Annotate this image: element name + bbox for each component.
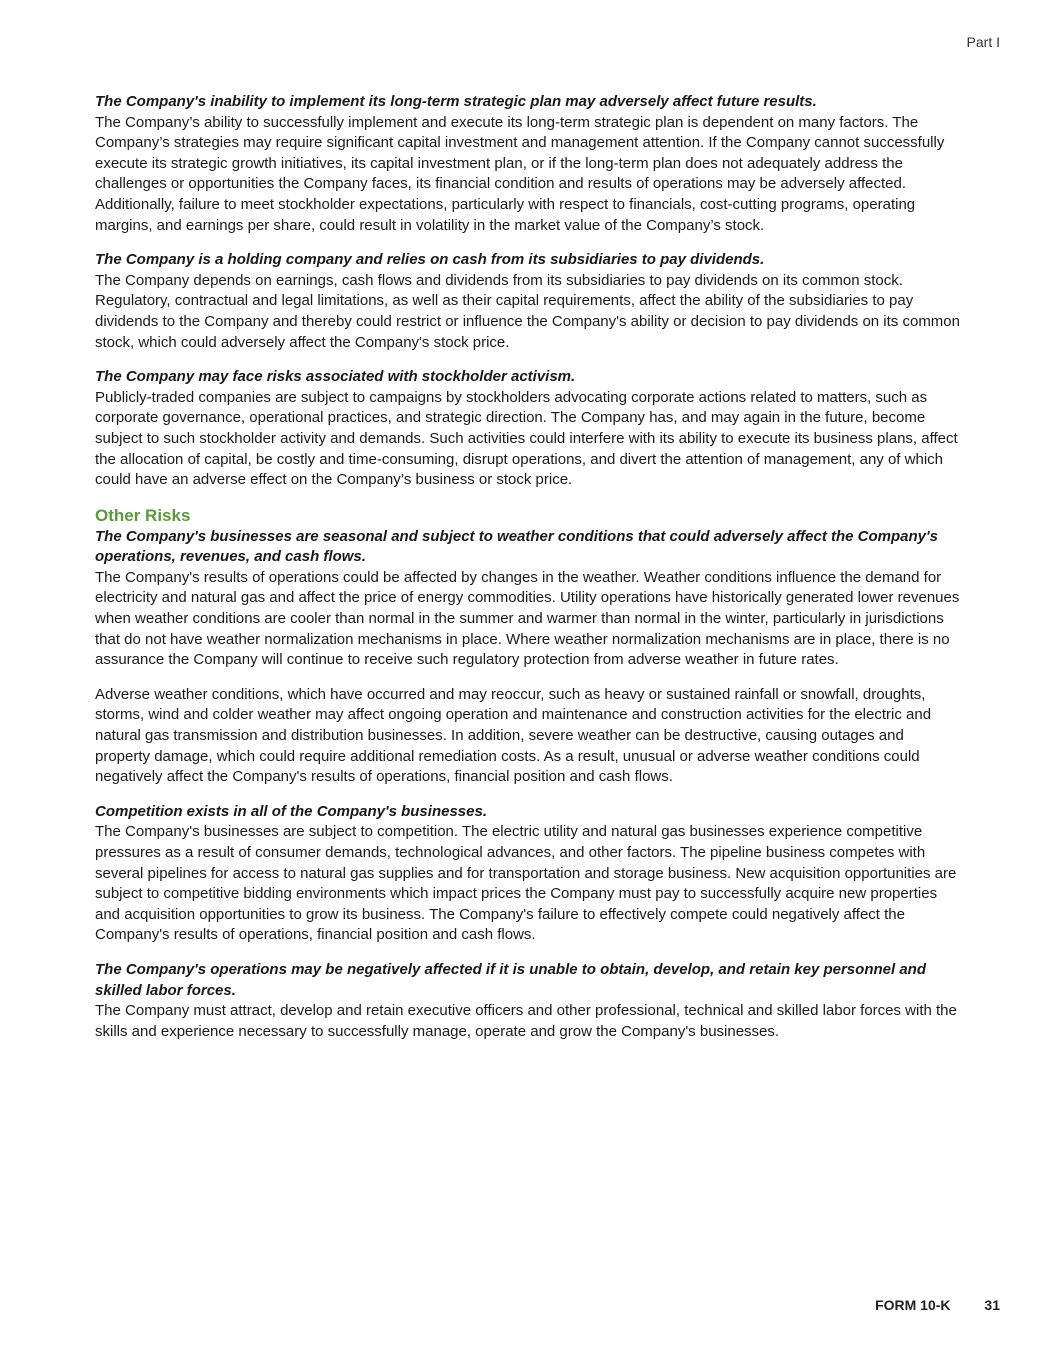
risk-strategic-plan [95, 92, 961, 236]
section-title-other-risks: Other Risks [95, 505, 191, 525]
document-body [95, 92, 961, 1056]
form-label: FORM 10-K [875, 1297, 951, 1313]
risk-activism [95, 367, 961, 491]
risk-paragraph: The Company's businesses are subject to competition. The electric utility and natural gas businesses experience competitive pressures as a result of consumer demands, technological advances, and other factors. The pipeline business competes with several pipelines for access to natural gas supplies and for transportation and storage business. New acquisition opportunities are subject to competitive bidding environments which impact prices the Company must pay to successfully acquire new properties and acquisition opportunities to grow its business. The Company's failure to effectively compete could negatively affect the Company's results of operations, financial position and cash flows. [95, 823, 957, 944]
risk-paragraph: Publicly-traded companies are subject to campaigns by stockholders advocating corporate actions related to matters, such as corporate governance, operational practices, and strategic direction. The Company has, and may again in the future, become subject to such stockholder activity and demands. Such activities could interfere with its ability to execute its business plans, affect the allocation of capital, be costly and time-consuming, disrupt operations, and divert the attention of management, any of which could have an adverse effect on the Company’s business or stock price. [95, 388, 958, 489]
risk-paragraph: Adverse weather conditions, which have occurred and may reoccur, such as heavy or sustained rainfall or snowfall, droughts, storms, wind and colder weather may affect ongoing operation and maintenance and construction activities for the electric and natural gas transmission and distribution businesses. In addition, severe weather can be destructive, causing outages and property damage, which could require additional remediation costs. As a result, unusual or adverse weather conditions could negatively affect the Company's results of operations, financial position and cash flows. [95, 685, 932, 786]
risk-heading: The Company's inability to implement its long-term strategic plan may adversely affect future results. [95, 93, 817, 110]
page-number: 31 [984, 1297, 1000, 1313]
page-footer [875, 1297, 1000, 1313]
risk-heading: Competition exists in all of the Company's businesses. [95, 802, 487, 820]
risk-holding-company [95, 250, 961, 353]
risk-paragraph: The Company must attract, develop and retain executive officers and other professional, technical and skilled labor forces with the skills and experience necessary to successfully manage, operate and grow the Company's businesses. [95, 1002, 957, 1040]
risk-competition [95, 802, 961, 946]
part-label: Part I [966, 34, 1000, 50]
risk-personnel [95, 960, 961, 1042]
risk-paragraph: The Company's results of operations could be affected by changes in the weather. Weather conditions influence the demand for electricity and natural gas and affect the price of energy commodities. Utility operations have historically generated lower revenues when weather conditions are cooler than normal in the summer and warmer than normal in the winter, particularly in jurisdictions that do not have weather normalization mechanisms in place. Where weather normalization mechanisms are in place, there is no assurance the Company will continue to receive such regulatory protection from adverse weather in future rates. [95, 568, 960, 669]
risk-heading: The Company's businesses are seasonal and subject to weather conditions that could adversely affect the Company's operations, revenues, and cash flows. [95, 527, 938, 566]
risk-weather [95, 527, 961, 788]
risk-heading: The Company may face risks associated with stockholder activism. [95, 368, 576, 386]
risk-paragraph: The Company depends on earnings, cash flows and dividends from its subsidiaries to pay dividends on its common stock. Regulatory, contractual and legal limitations, as well as their capital requirements, affect the ability of the subsidiaries to pay dividends to the Company and thereby could restrict or influence the Company's ability or decision to pay dividends on its common stock, which could adversely affect the Company's stock price. [95, 271, 960, 351]
risk-heading: The Company is a holding company and relies on cash from its subsidiaries to pay dividends. [95, 251, 765, 269]
risk-paragraph: The Company’s ability to successfully implement and execute its long-term strategic plan is dependent on many factors. The Company’s strategies may require significant capital investment and management attention. If the Company cannot successfully execute its strategic growth initiatives, its capital investment plan, or if the long-term plan does not adequately address the challenges or opportunities the Company faces, its financial condition and results of operations may be adversely affected. Additionally, failure to meet stockholder expectations, particularly with respect to financials, cost-cutting programs, operating margins, and earnings per share, could result in volatility in the market value of the Company’s stock. [95, 113, 945, 234]
risk-heading: The Company's operations may be negatively affected if it is unable to obtain, develop, and retain key personnel and skilled labor forces. [95, 960, 926, 999]
